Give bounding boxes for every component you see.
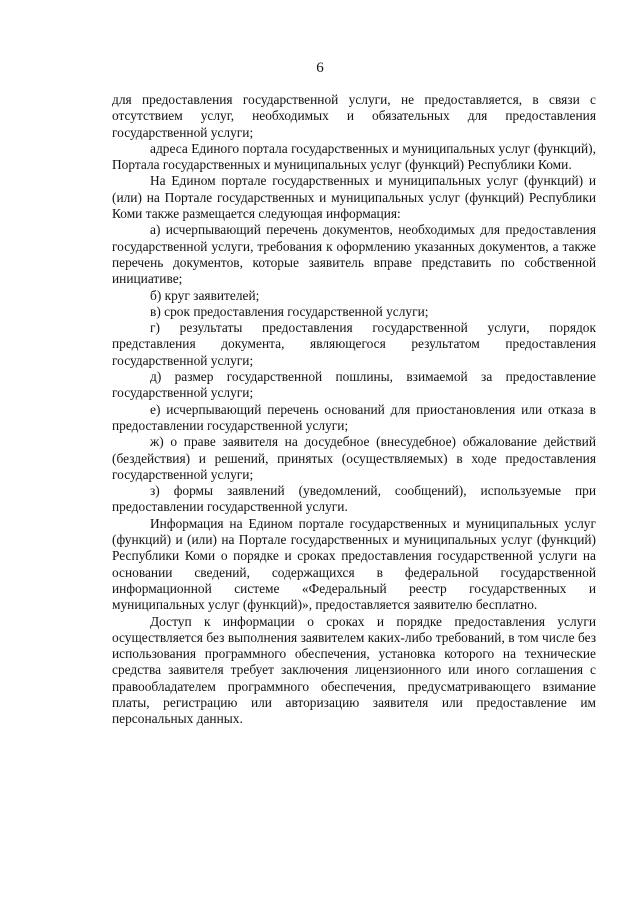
list-item-d: д) размер государственной пошлины, взимаемой за предоставление государственной услуги; [112,369,596,401]
list-item-g: г) результаты предоставления государственной услуги, порядок представления документа, являющегося результатом предоставления государственной услуги; [112,320,596,368]
list-item-zh: ж) о праве заявителя на досудебное (внесудебное) обжалование действий (бездействия) и решений, принятых (осуществляемых) в ходе предоставления государственной услуги; [112,434,596,482]
list-item-v: в) срок предоставления государственной услуги; [150,303,429,319]
list-item-b: б) круг заявителей; [150,287,260,303]
page-number: 6 [316,60,324,76]
paragraph-portal-info-intro: На Едином портале государственных и муниципальных услуг (функций) и (или) на Портале государственных и муниципальных услуг (функций) Республики Коми также размещается следующая информация: [112,173,596,222]
list-item-e: е) исчерпывающий перечень оснований для приостановления или отказа в предоставлении государственной услуги; [112,401,596,433]
paragraph-access-conditions: Доступ к информации о сроках и порядке предоставления услуги осуществляется без выполнения заявителем каких-либо требований, в том числе без использования программного обеспечения, установка которого на технические средства заявителя требует заключения лицензионного или иного соглашения с правообладателем программного обеспечения, предусматривающего взимание платы, регистрацию или авторизацию заявителя или предоставление им персональных данных. [112,613,596,727]
list-item-a: а) исчерпывающий перечень документов, необходимых для предоставления государственной услуги, требования к оформлению указанных документов, а также перечень документов, которые заявитель вправе представить по собственной инициативе; [112,222,596,287]
document-body [112,92,596,728]
paragraph-portal-addresses: адреса Единого портала государственных и муниципальных услуг (функций), Портала государственных и муниципальных услуг (функций) Республики Коми. [112,140,596,173]
paragraph-free-info: Информация на Едином портале государственных и муниципальных услуг (функций) и (или) на Портале государственных и муниципальных услуг (функций) Республики Коми о порядке и сроках предоставления государственной услуги на основании сведений, содержащихся в федеральной государственной информационной системе «Федеральный реестр государственных и муниципальных услуг (функций)», предоставляется заявителю бесплатно. [112,515,596,613]
list-item-z: з) формы заявлений (уведомлений, сообщений), используемые при предоставлении государственной услуги. [112,483,596,515]
paragraph-continuation: для предоставления государственной услуги, не предоставляется, в связи с отсутствием услуг, необходимых и обязательных для предоставления государственной услуги; [112,92,596,140]
